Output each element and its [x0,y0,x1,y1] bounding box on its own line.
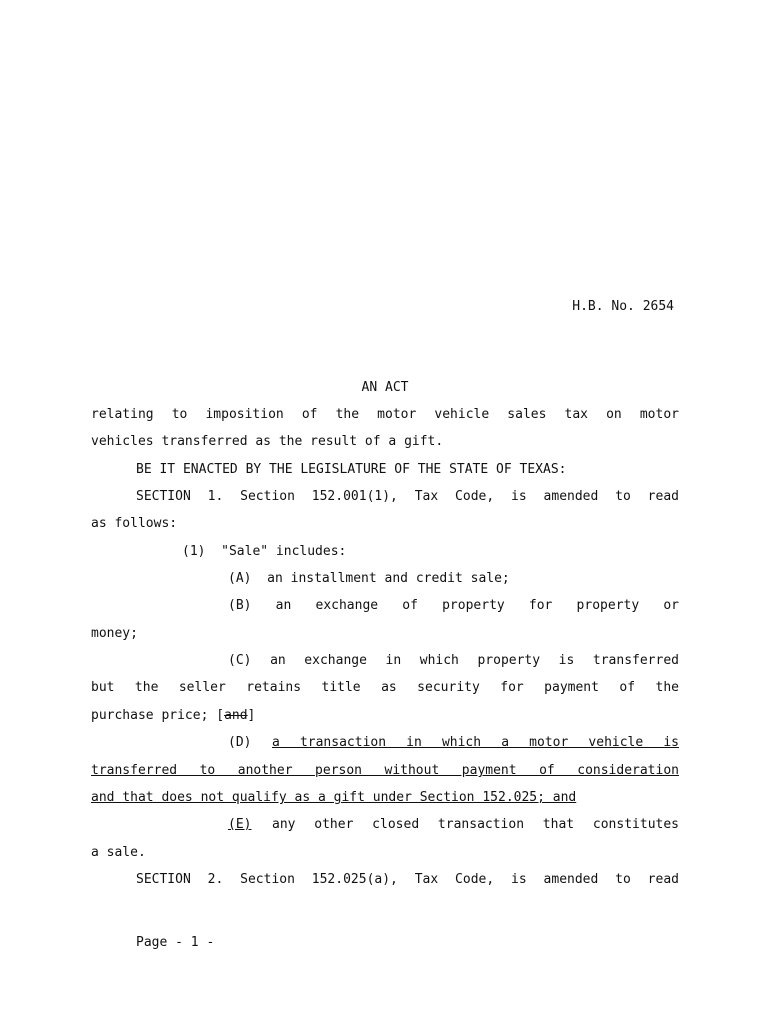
act-title: AN ACT [361,380,409,395]
item-b-line-1: (B) an exchange of property for property or [228,598,679,613]
section-2-intro-line-1: SECTION 2. Section 152.025(a), Tax Code, is amended to read [136,872,679,887]
caption-line-1: relating to imposition of the motor vehicle sales tax on motor [91,407,679,422]
item-c-line-2: but the seller retains title as security for payment of the [91,680,679,695]
item-c-text: purchase price; [ [91,708,225,723]
item-d-line-3: and that does not qualify as a gift under Section 152.025; and [91,790,577,805]
item-e-label: (E) [228,817,252,832]
item-d-line-1: a transaction in which a motor vehicle is [272,735,679,750]
item-d-label: (D) [228,735,252,750]
item-d-line-2: transferred to another person without payment of consideration [91,763,679,778]
enacting-clause: BE IT ENACTED BY THE LEGISLATURE OF THE STATE OF TEXAS: [136,462,567,477]
item-c-line-1: (C) an exchange in which property is transferred [228,653,679,668]
bracket-close: ] [247,708,256,723]
page-number: Page - 1 - [136,935,215,950]
section-1-intro-line-2: as follows: [91,516,178,531]
item-b-line-2: money; [91,626,138,641]
section-1-intro-line-1: SECTION 1. Section 152.001(1), Tax Code, is amended to read [136,489,679,504]
item-e-line-2: a sale. [91,845,146,860]
caption-line-2: vehicles transferred as the result of a gift. [91,434,444,449]
item-e-line-1: any other closed transaction that constitutes [272,817,679,832]
item-c-line-3 [91,708,255,724]
struck-word: and [224,708,248,723]
subdivision-1: (1) "Sale" includes: [182,544,347,559]
item-a: (A) an installment and credit sale; [228,571,510,586]
bill-number: H.B. No. 2654 [572,299,674,314]
